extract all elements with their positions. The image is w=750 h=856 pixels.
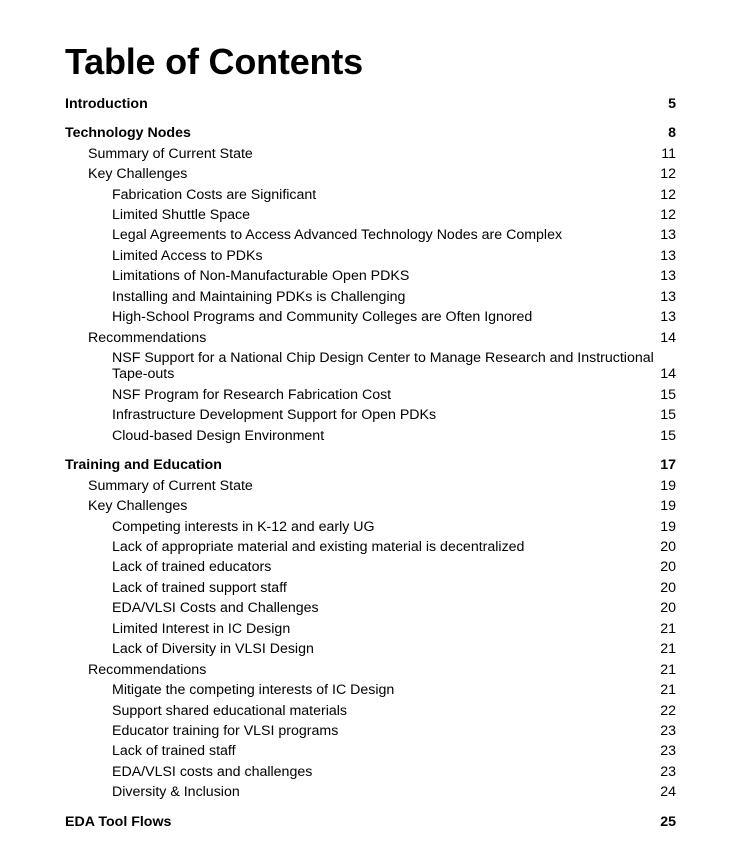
toc-entry-title: Limited Access to PDKs bbox=[112, 248, 263, 264]
toc-entry-page: 15 bbox=[660, 407, 676, 423]
toc-entry-title: Legal Agreements to Access Advanced Technology Nodes are Complex bbox=[112, 227, 563, 243]
toc-entry-page: 20 bbox=[660, 580, 676, 596]
toc-entry-title: Lack of appropriate material and existing material is decentralized bbox=[112, 539, 525, 555]
toc-entry-title: EDA/VLSI Costs and Challenges bbox=[112, 600, 319, 616]
toc-entry-title: Fabrication Costs are Significant bbox=[112, 187, 317, 203]
toc-entry-title: Competing interests in K-12 and early UG bbox=[112, 519, 375, 535]
toc-entry-page: 21 bbox=[660, 621, 676, 637]
toc-entry-page: 13 bbox=[660, 289, 676, 305]
toc-entry-page: 20 bbox=[660, 539, 676, 555]
toc-entry-title: Limited Shuttle Space bbox=[112, 207, 251, 223]
toc-entry-page: 13 bbox=[660, 248, 676, 264]
toc-entry-page: 14 bbox=[660, 366, 676, 382]
toc-entry-page: 23 bbox=[660, 723, 676, 739]
toc-entry-page: 21 bbox=[660, 641, 676, 657]
toc-entry-page: 8 bbox=[668, 125, 676, 141]
toc-entry-title: EDA/VLSI costs and challenges bbox=[112, 764, 313, 780]
toc-entry-page: 5 bbox=[668, 96, 676, 112]
toc-entry-title: Educator training for VLSI programs bbox=[112, 723, 339, 739]
toc-entry-page: 19 bbox=[660, 498, 676, 514]
toc-entry-page: 20 bbox=[660, 600, 676, 616]
toc-entry-title: Diversity & Inclusion bbox=[112, 784, 240, 800]
toc-entry-title: Support shared educational materials bbox=[112, 703, 348, 719]
toc-entry-page: 21 bbox=[660, 682, 676, 698]
toc-entry-page: 15 bbox=[660, 387, 676, 403]
toc-entry-title: Limited Interest in IC Design bbox=[112, 621, 291, 637]
toc-entry-page: 13 bbox=[660, 309, 676, 325]
toc-entry-page: 19 bbox=[660, 478, 676, 494]
toc-entry-page: 13 bbox=[660, 268, 676, 284]
toc-entry-title: Lack of Diversity in VLSI Design bbox=[112, 641, 314, 657]
toc-entry-title: Introduction bbox=[65, 96, 148, 112]
toc-entry-title: Summary of Current State bbox=[88, 478, 253, 494]
toc-entry-title: NSF Support for a National Chip Design Center to Manage Research and Instructional Tape-outs bbox=[112, 350, 654, 382]
toc-entry-title: Limitations of Non-Manufacturable Open PDKS bbox=[112, 268, 410, 284]
toc-entry-page: 13 bbox=[660, 227, 676, 243]
toc-entry-title: Mitigate the competing interests of IC Design bbox=[112, 682, 395, 698]
toc-entry-page: 25 bbox=[660, 814, 676, 830]
toc-entry-page: 17 bbox=[660, 457, 676, 473]
toc-entry-page: 20 bbox=[660, 559, 676, 575]
toc-entry-title: Cloud-based Design Environment bbox=[112, 428, 325, 444]
toc-entry-page: 23 bbox=[660, 743, 676, 759]
toc-entry-page: 14 bbox=[660, 330, 676, 346]
toc-entry-title: Key Challenges bbox=[88, 166, 188, 182]
toc-entry-page: 12 bbox=[660, 166, 676, 182]
toc-entry-title: Key Challenges bbox=[88, 498, 188, 514]
toc-entry-page: 19 bbox=[660, 519, 676, 535]
toc-entry-title: Summary of Current State bbox=[88, 146, 253, 162]
toc-entry-title: Technology Nodes bbox=[65, 125, 191, 141]
toc-entry-page: 12 bbox=[660, 207, 676, 223]
toc-entry-title: Recommendations bbox=[88, 330, 207, 346]
toc-entry-page: 15 bbox=[660, 428, 676, 444]
toc-entry-title: Lack of trained support staff bbox=[112, 580, 287, 596]
toc-entry-page: 11 bbox=[661, 146, 676, 162]
toc-entry-page: 24 bbox=[660, 784, 676, 800]
toc-entry-title: Installing and Maintaining PDKs is Challenging bbox=[112, 289, 406, 305]
toc-entry-page: 22 bbox=[660, 703, 676, 719]
page-title: Table of Contents bbox=[65, 41, 363, 82]
toc-entry-title: Infrastructure Development Support for Open PDKs bbox=[112, 407, 437, 423]
toc-entry-page: 23 bbox=[660, 764, 676, 780]
toc-entry-title: EDA Tool Flows bbox=[65, 814, 172, 830]
toc-entry-title: NSF Program for Research Fabrication Cost bbox=[112, 387, 392, 403]
toc-entry-page: 21 bbox=[660, 662, 676, 678]
toc-entry-page: 12 bbox=[660, 187, 676, 203]
toc-entry-title: Lack of trained staff bbox=[112, 743, 236, 759]
toc-entry-title: Lack of trained educators bbox=[112, 559, 272, 575]
toc-entry-title: High-School Programs and Community Colleges are Often Ignored bbox=[112, 309, 533, 325]
toc-entry-title: Recommendations bbox=[88, 662, 207, 678]
toc-entry-title: Training and Education bbox=[65, 457, 222, 473]
